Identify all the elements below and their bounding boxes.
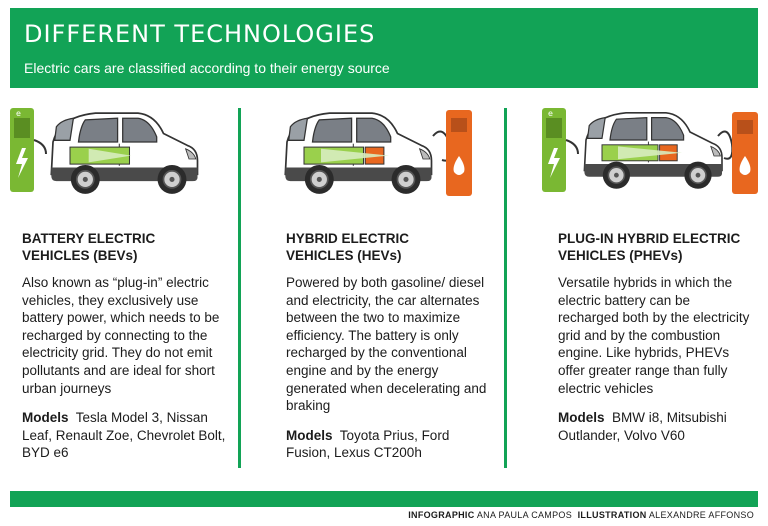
hev-heading: HYBRID ELECTRIC VEHICLES (HEVs) <box>286 231 410 263</box>
svg-text:e: e <box>548 109 553 118</box>
fuel-pump-icon <box>446 110 472 196</box>
footer-bar <box>10 491 758 507</box>
credits <box>408 510 754 520</box>
charging-station-icon <box>10 108 34 192</box>
phev-column <box>558 230 754 444</box>
phev-heading: PLUG-IN HYBRID ELECTRIC VEHICLES (PHEVs) <box>558 231 741 263</box>
bev-models <box>22 409 232 462</box>
models-label: Models <box>22 410 69 426</box>
hev-description: Powered by both gasoline/ diesel and electricity, the car alternates between the two to maximize efficiency. The battery is only recharged by the conventional engine and by the energy generated when decelerating and braking <box>286 275 487 414</box>
column-divider <box>238 108 241 468</box>
models-list: Toyota Prius, Ford Fusion, Lexus CT200h <box>286 427 450 461</box>
svg-text:e: e <box>16 109 21 118</box>
header-banner <box>10 8 758 88</box>
hev-column <box>286 230 496 462</box>
hev-illustration <box>268 104 478 204</box>
page-subtitle: Electric cars are classified according to their energy source <box>24 60 390 76</box>
models-label: Models <box>558 410 605 426</box>
hev-models <box>286 427 496 462</box>
models-list: BMW i8, Mitsubishi Outlander, Volvo V60 <box>558 410 727 443</box>
illustration-name: ALEXANDRE AFFONSO <box>648 510 754 520</box>
models-list: Tesla Model 3, Nissan Leaf, Renault Zoe, Chevrolet Bolt, BYD e6 <box>22 410 226 461</box>
bev-description: Also known as “plug-in” electric vehicles, they exclusively use battery power, which needs to be recharged by connecting to the electricity grid. They do not emit pollutants and are ideal for short urban journeys <box>22 275 220 396</box>
fuel-pump-icon <box>732 112 758 194</box>
bev-heading: BATTERY ELECTRIC VEHICLES (BEVs) <box>22 231 156 263</box>
illustration-label: ILLUSTRATION <box>577 510 647 520</box>
infographic-label: INFOGRAPHIC <box>408 510 475 520</box>
column-divider <box>504 108 507 468</box>
phev-models <box>558 409 754 444</box>
page-title: DIFFERENT TECHNOLOGIES <box>24 20 376 48</box>
models-label: Models <box>286 427 333 443</box>
infographic-name: ANA PAULA CAMPOS <box>476 510 573 520</box>
phev-illustration <box>540 104 762 204</box>
bev-column <box>22 230 232 462</box>
phev-description: Versatile hybrids in which the electric battery can be recharged both by the electricity grid and by the combustion engine. Like hybrids, PHEVs offer greater range than fully electric vehicles <box>558 275 750 396</box>
bev-illustration <box>8 104 204 204</box>
charging-station-icon <box>542 108 566 192</box>
